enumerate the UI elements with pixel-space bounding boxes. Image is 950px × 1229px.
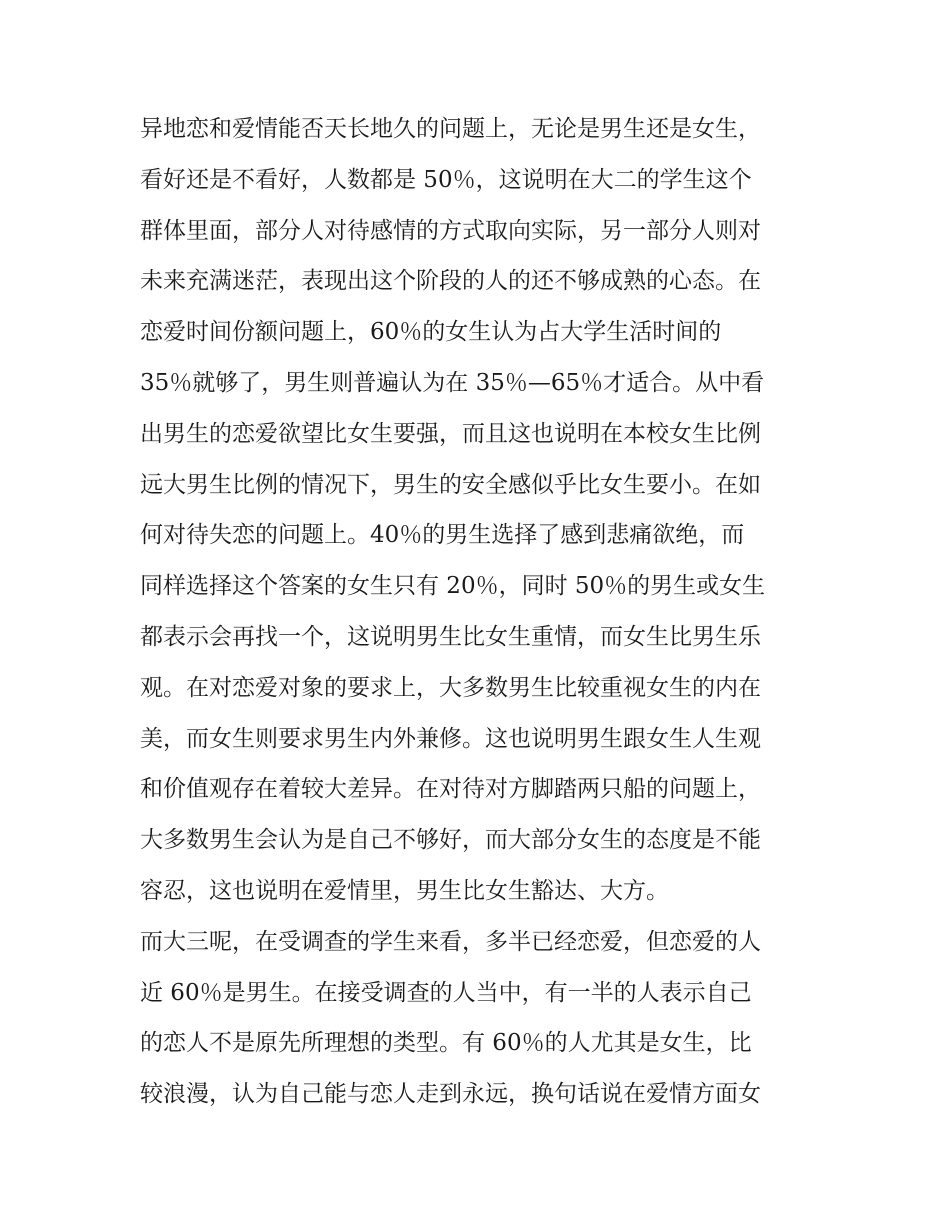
text-line: 未来充满迷茫，表现出这个阶段的人的还不够成熟的心态。在 [140,268,761,295]
text-line: 观。在对恋爱对象的要求上，大多数男生比较重视女生的内在 [140,674,761,701]
text-line: 较浪漫，认为自己能与恋人走到永远，换句话说在爱情方面女 [140,1081,761,1108]
text-line: 和价值观存在着较大差异。在对待对方脚踏两只船的问题上， [140,776,761,803]
text-line: 出男生的恋爱欲望比女生要强，而且这也说明在本校女生比例 [140,420,761,447]
text-line: 群体里面，部分人对待感情的方式取向实际，另一部分人则对 [140,217,761,244]
text-line: 35％就够了，男生则普遍认为在 35％—65％才适合。从中看 [140,369,765,396]
text-line: 大多数男生会认为是自己不够好，而大部分女生的态度是不能 [140,827,761,854]
body-text [140,104,820,1120]
text-line: 看好还是不看好，人数都是 50％，这说明在大二的学生这个 [140,166,752,193]
text-line: 近 60％是男生。在接受调查的人当中，有一半的人表示自己 [140,979,752,1006]
text-line: 何对待失恋的问题上。40％的男生选择了感到悲痛欲绝，而 [140,522,745,549]
text-line: 异地恋和爱情能否天长地久的问题上，无论是男生还是女生， [140,116,761,142]
text-line: 美，而女生则要求男生内外兼修。这也说明男生跟女生人生观 [140,725,761,752]
text-line: 而大三呢，在受调查的学生来看，多半已经恋爱，但恋爱的人 [140,928,761,955]
text-line: 的恋人不是原先所理想的类型。有 60％的人尤其是女生，比 [140,1030,752,1057]
text-line: 都表示会再找一个，这说明男生比女生重情，而女生比男生乐 [140,623,761,650]
text-line: 同样选择这个答案的女生只有 20％，同时 50％的男生或女生 [140,573,766,600]
text-line: 远大男生比例的情况下，男生的安全感似乎比女生要小。在如 [140,471,761,498]
text-line: 恋爱时间份额问题上，60％的女生认为占大学生活时间的 [140,319,722,346]
text-line: 容忍，这也说明在爱情里，男生比女生豁达、大方。 [140,877,669,904]
